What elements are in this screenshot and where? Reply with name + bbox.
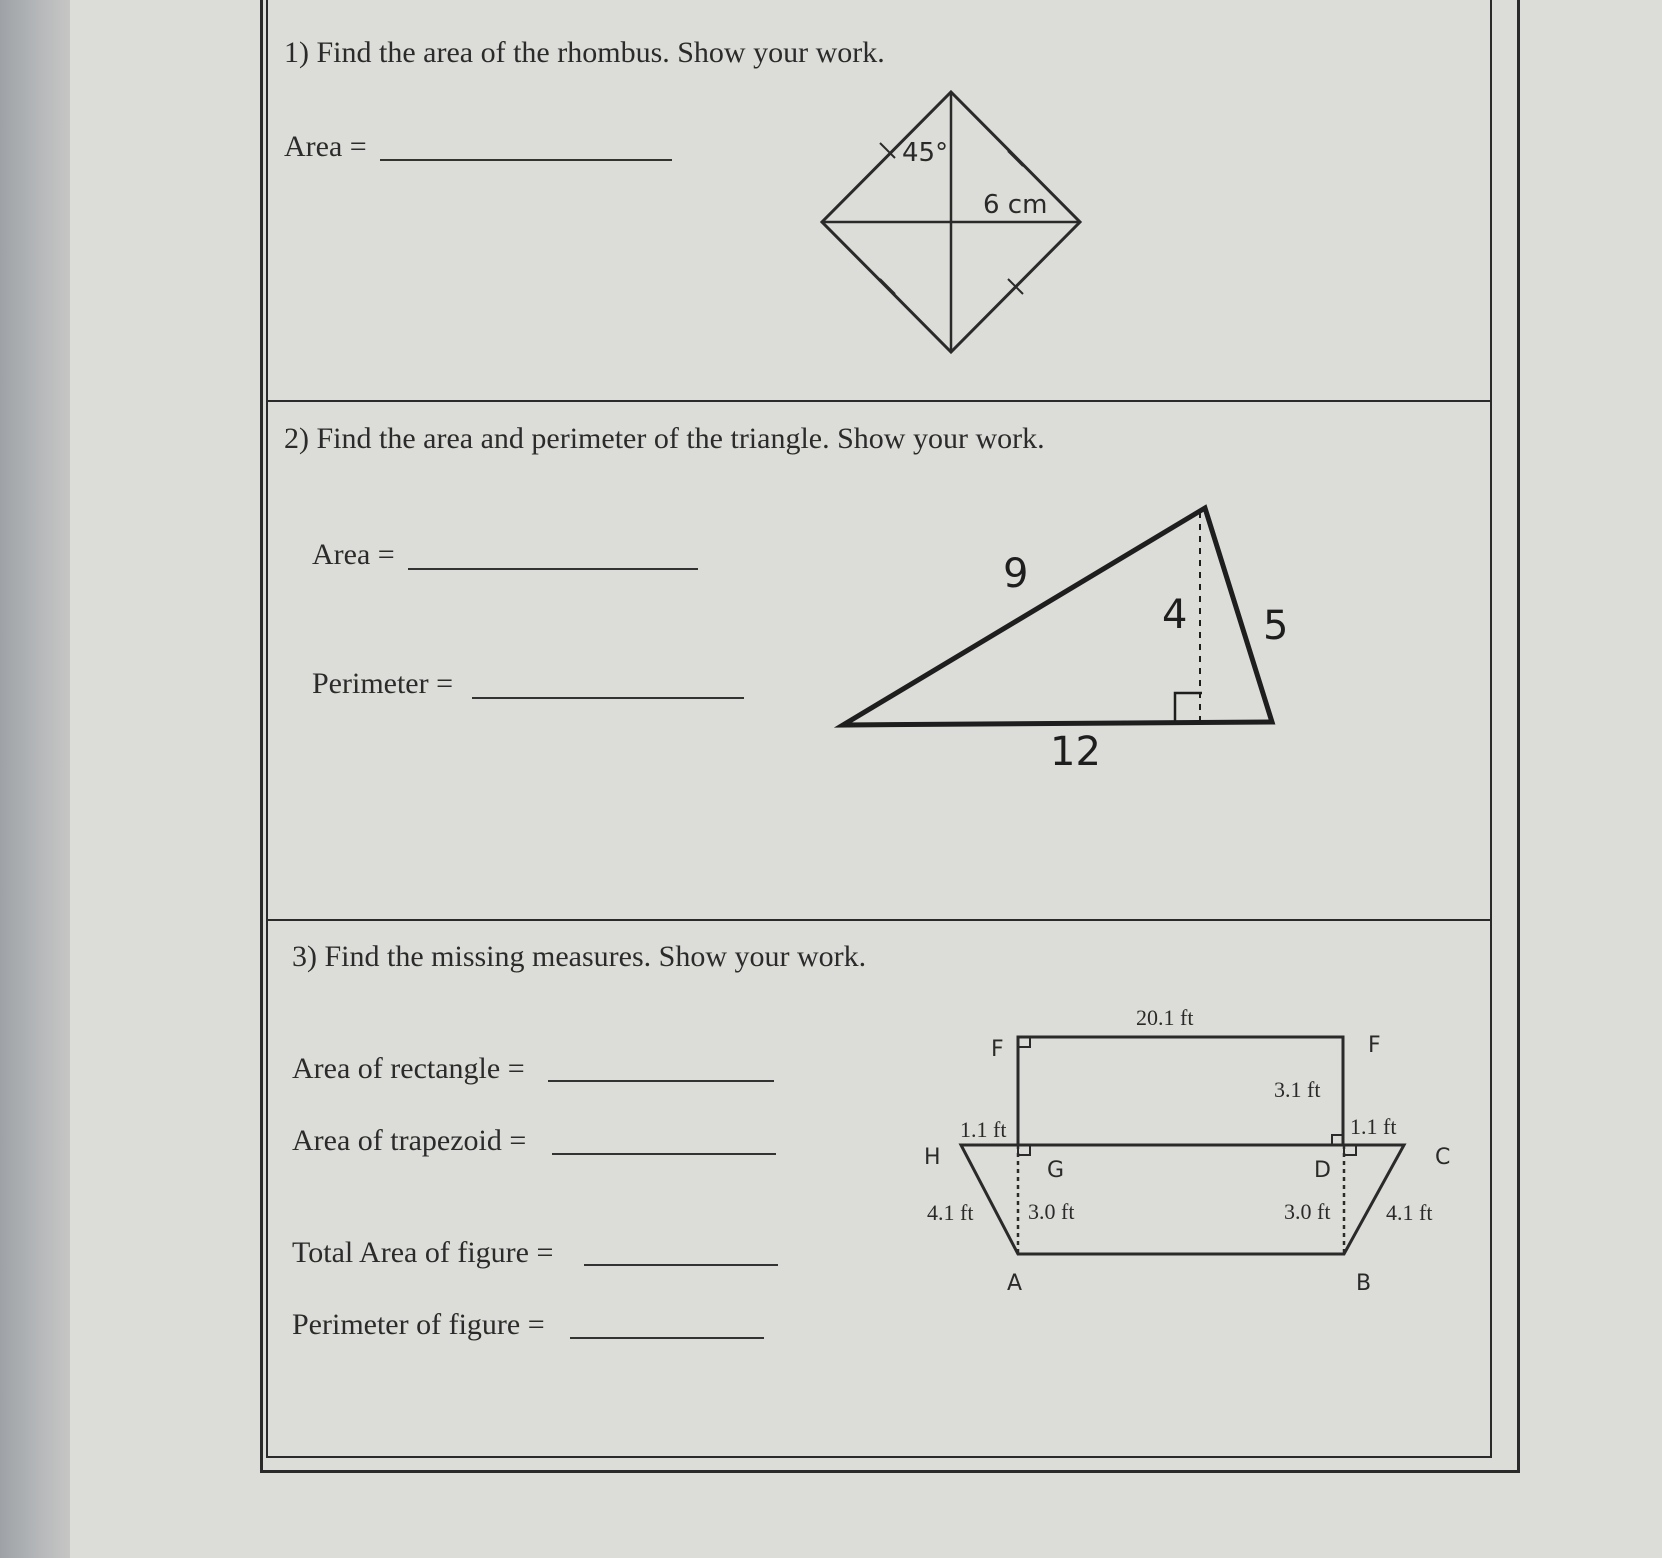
triangle-side-9: 9 (1003, 551, 1029, 597)
vertex-b: B (1356, 1271, 1372, 1296)
q1-area-label: Area = (284, 130, 367, 163)
label-left-overhang: 1.1 ft (960, 1117, 1007, 1142)
triangle-height-4: 4 (1162, 592, 1188, 638)
triangle-figure (843, 508, 1272, 725)
triangle-outline (843, 508, 1272, 725)
q3-area-trap-label: Area of trapezoid = (292, 1124, 527, 1157)
q3-perimeter-label: Perimeter of figure = (292, 1308, 545, 1341)
label-top-length: 20.1 ft (1136, 1005, 1194, 1030)
q2-area-label: Area = (312, 538, 395, 571)
q3-total-area-label: Total Area of figure = (292, 1236, 554, 1269)
q3-area-rect-label: Area of rectangle = (292, 1052, 525, 1085)
rhombus-side-label: 6 cm (983, 190, 1048, 220)
q2-prompt: 2) Find the area and perimeter of the triangle. Show your work. (284, 422, 1045, 455)
q2-perimeter-label: Perimeter = (312, 667, 454, 700)
tick-mark-ll (880, 279, 895, 294)
vertex-f-left: F (991, 1037, 1004, 1062)
vertex-g: G (1047, 1158, 1065, 1183)
q3-prompt: 3) Find the missing measures. Show your work. (292, 940, 867, 973)
vertex-a: A (1007, 1271, 1023, 1296)
label-right-height: 3.0 ft (1284, 1199, 1331, 1224)
q1-prompt: 1) Find the area of the rhombus. Show your work. (284, 36, 885, 69)
tick-mark-ur (1008, 151, 1023, 166)
vertex-d: D (1314, 1158, 1331, 1183)
label-left-height: 3.0 ft (1028, 1199, 1075, 1224)
triangle-base-12: 12 (1050, 729, 1101, 775)
label-left-slant: 4.1 ft (927, 1200, 974, 1225)
vertex-c: C (1435, 1145, 1451, 1170)
right-angle-mark (1175, 693, 1202, 722)
label-rect-height: 3.1 ft (1274, 1077, 1321, 1102)
vertex-f-right: F (1368, 1033, 1381, 1058)
label-right-slant: 4.1 ft (1386, 1200, 1433, 1225)
rhombus-figure (822, 92, 1080, 352)
rhombus-angle-label: 45° (902, 138, 949, 168)
label-right-overhang: 1.1 ft (1350, 1114, 1397, 1139)
vertex-h: H (924, 1145, 941, 1170)
triangle-side-5: 5 (1263, 603, 1289, 649)
